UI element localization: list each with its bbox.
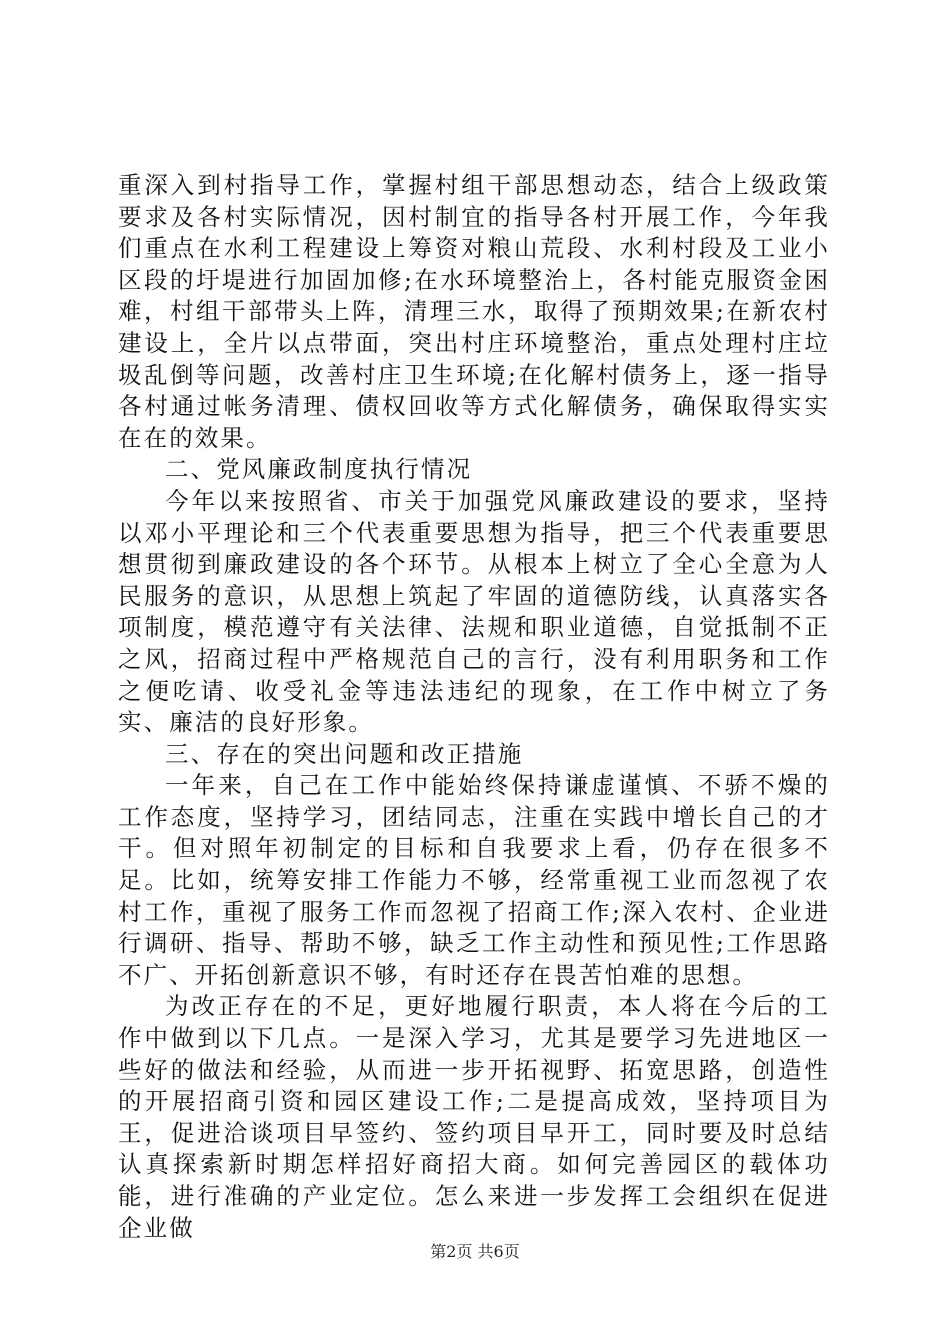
page-number-footer: 第2页 共6页 [430,1242,520,1261]
body-paragraph-continued: 重深入到村指导工作，掌握村组干部思想动态，结合上级政策要求及各村实际情况，因村制宜的指导各村开展工作，今年我们重点在水利工程建设上筹资对粮山荒段、水利村段及工业小区段的圩堤进行加固加修;在水环境整治上，各村能克服资金困难，村组干部带头上阵，清理三水，取得了预期效果;在新农村建设上，全片以点带面，突出村庄环境整治，重点处理村庄垃圾乱倒等问题，改善村庄卫生环境;在化解村债务上，逐一指导各村通过帐务清理、债权回收等方式化解债务，确保取得实实在在的效果。 [118,171,830,452]
section-heading-problems: 三、存在的突出问题和改正措施 [165,739,524,768]
document-body [118,170,830,1244]
body-paragraph-measures: 为改正存在的不足，更好地履行职责，本人将在今后的工作中做到以下几点。一是深入学习，尤其是要学习先进地区一些好的做法和经验，从而进一步开拓视野、拓宽思路，创造性的开展招商引资和园区建设工作;二是提高成效，坚持项目为王，促进洽谈项目早签约、签约项目早开工，同时要及时总结认真探索新时期怎样招好商招大商。如何完善园区的载体功能，进行准确的产业定位。怎么来进一步发挥工会组织在促进企业做 [118,992,830,1242]
section-heading-integrity: 二、党风廉政制度执行情况 [165,455,473,484]
body-paragraph-integrity: 今年以来按照省、市关于加强党风廉政建设的要求，坚持以邓小平理论和三个代表重要思想为指导，把三个代表重要思想贯彻到廉政建设的各个环节。从根本上树立了全心全意为人民服务的意识，从思想上筑起了牢固的道德防线，认真落实各项制度，模范遵守有关法律、法规和职业道德，自觉抵制不正之风，招商过程中严格规范自己的言行，没有利用职务和工作之便吃请、收受礼金等违法违纪的现象，在工作中树立了务实、廉洁的良好形象。 [118,486,830,737]
body-paragraph-problems: 一年来，自己在工作中能始终保持谦虚谨慎、不骄不燥的工作态度，坚持学习，团结同志，注重在实践中增长自己的才干。但对照年初制定的目标和自我要求上看，仍存在很多不足。比如，统筹安排工作能力不够，经常重视工业而忽视了农村工作，重视了服务工作而忽视了招商工作;深入农村、企业进行调研、指导、帮助不够，缺乏工作主动性和预见性;工作思路不广、开拓创新意识不够，有时还存在畏苦怕难的思想。 [118,771,830,989]
